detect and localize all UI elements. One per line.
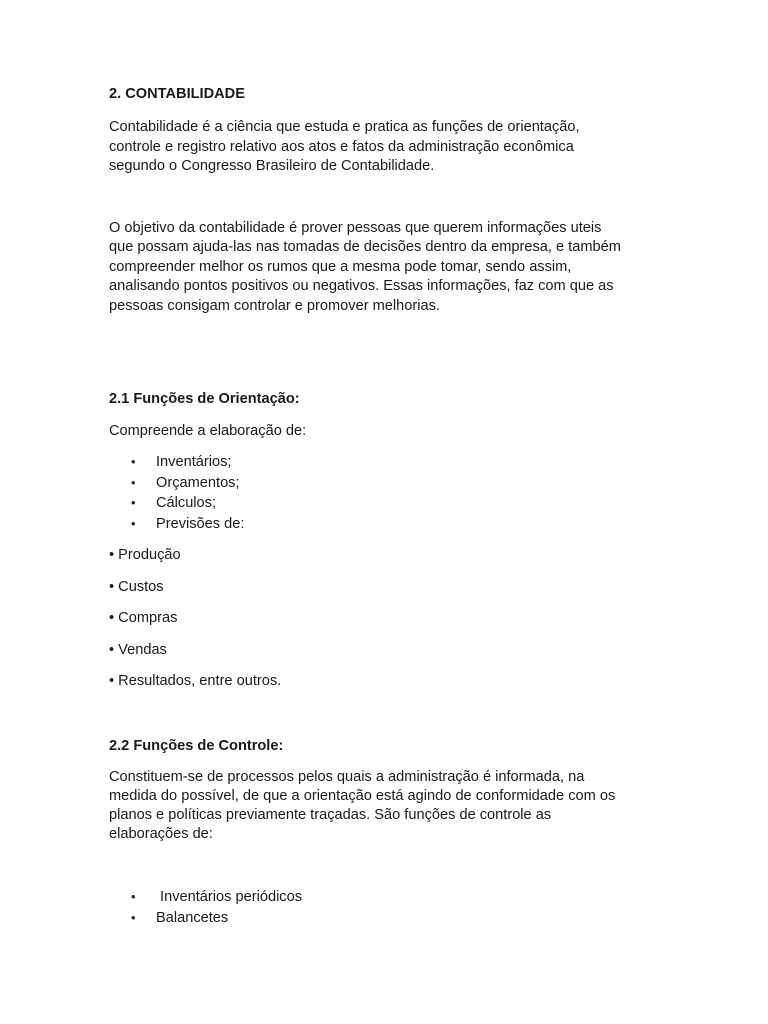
sub-list-item: • Resultados, entre outros. — [109, 673, 282, 689]
bullet-icon: • — [131, 475, 136, 490]
paragraph-line: segundo o Congresso Brasileiro de Contabilidade. — [109, 158, 435, 174]
bullet-icon: • — [131, 495, 136, 510]
paragraph-line: Constituem-se de processos pelos quais a administração é informada, na — [109, 769, 585, 785]
list-item: Inventários periódicos — [156, 889, 303, 905]
sub-list-item: • Compras — [109, 610, 178, 626]
sub-list-item: • Produção — [109, 547, 181, 563]
sub-list-item: • Custos — [109, 579, 164, 595]
section-2-1-title: 2.1 Funções de Orientação: — [109, 391, 300, 407]
list-item: Inventários; — [156, 454, 232, 470]
paragraph-line: planos e políticas previamente traçadas. São funções de controle as — [109, 807, 552, 823]
bullet-icon: • — [131, 910, 136, 925]
bullet-icon: • — [131, 454, 136, 469]
paragraph-line: O objetivo da contabilidade é prover pessoas que querem informações uteis — [109, 220, 602, 236]
section-2-2-title: 2.2 Funções de Controle: — [109, 738, 284, 754]
paragraph-line: medida do possível, de que a orientação está agindo de conformidade com os — [109, 788, 616, 804]
paragraph-line: controle e registro relativo aos atos e fatos da administração econômica — [109, 139, 574, 155]
paragraph-line: elaborações de: — [109, 826, 213, 842]
paragraph-line: analisando pontos positivos ou negativos. Essas informações, faz com que as — [109, 278, 614, 294]
section-2-1-intro: Compreende a elaboração de: — [109, 423, 307, 439]
paragraph-line: compreender melhor os rumos que a mesma pode tomar, sendo assim, — [109, 259, 572, 275]
list-item: Balancetes — [156, 910, 229, 926]
bullet-icon: • — [131, 516, 136, 531]
list-item: Previsões de: — [156, 516, 245, 532]
paragraph-line: Contabilidade é a ciência que estuda e pratica as funções de orientação, — [109, 119, 580, 135]
list-item: Cálculos; — [156, 495, 217, 511]
section-2-title: 2. CONTABILIDADE — [109, 86, 245, 102]
sub-list-item: • Vendas — [109, 642, 167, 658]
bullet-icon: • — [131, 889, 136, 904]
paragraph-line: pessoas consigam controlar e promover melhorias. — [109, 298, 440, 314]
list-item: Orçamentos; — [156, 475, 240, 491]
paragraph-line: que possam ajuda-las nas tomadas de decisões dentro da empresa, e também — [109, 239, 621, 255]
